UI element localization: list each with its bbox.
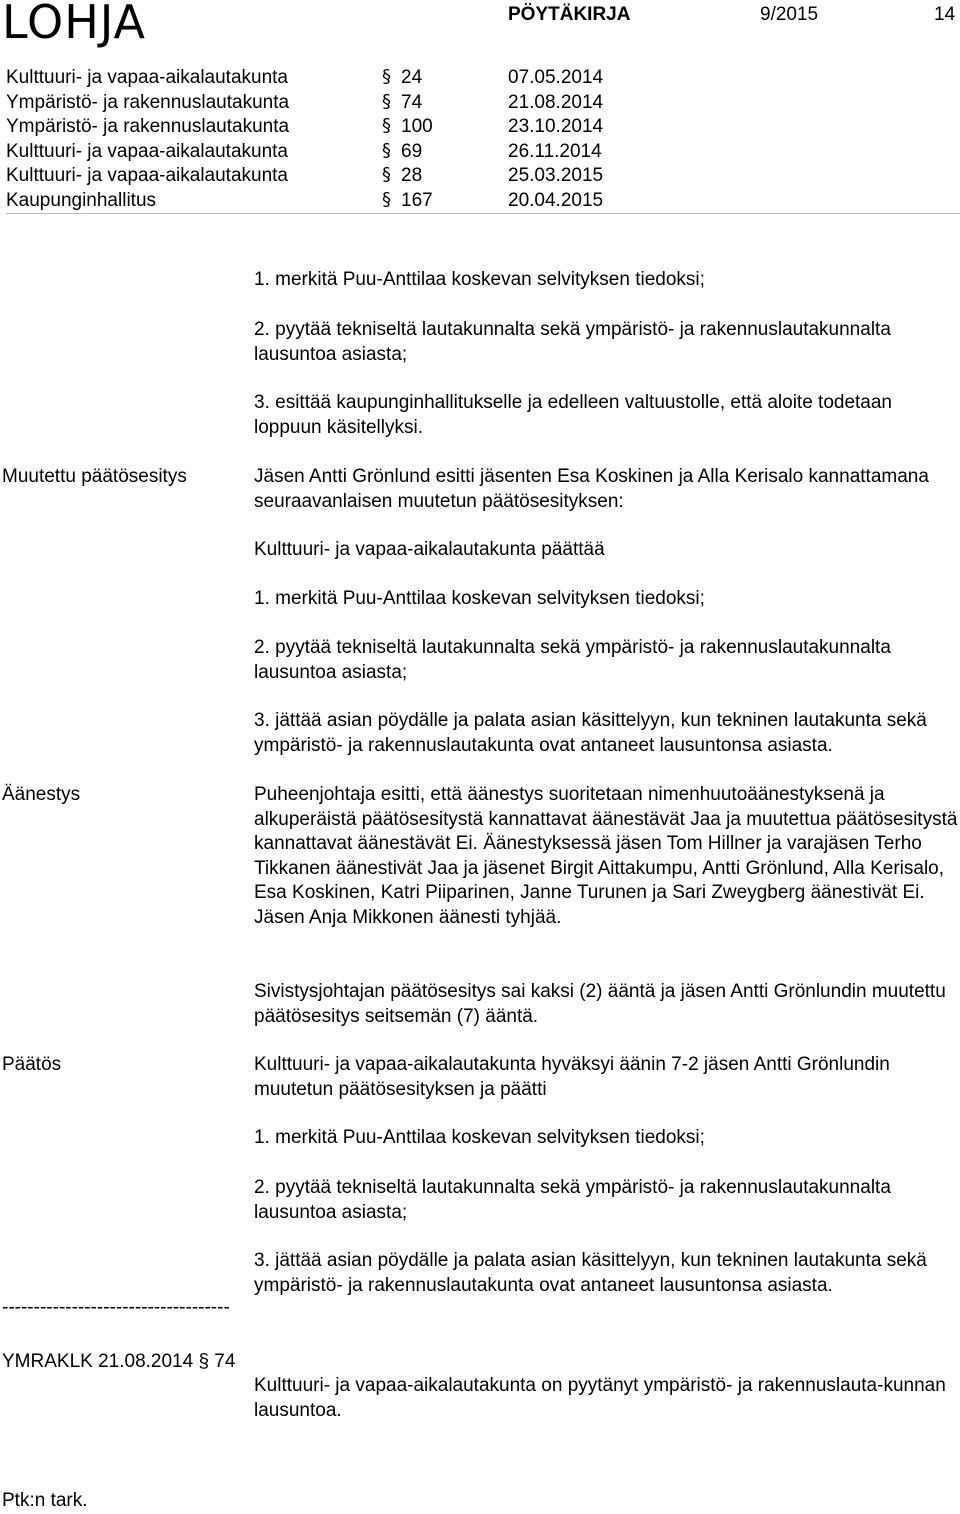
amended-proposal-intro: Jäsen Antti Grönlund esitti jäsenten Esa Koskinen ja Alla Kerisalo kannattamana seuraavanlaisen muutetun päätösesityksen: <box>254 466 929 512</box>
reference-text: Kulttuuri- ja vapaa-aikalautakunta on pyytänyt ympäristö- ja rakennuslauta-kunnan lausuntoa. <box>254 1375 946 1421</box>
amended-item-3: 3. jättää asian pöydälle ja palata asian käsittelyyn, kun tekninen lautakunta sekä ympäristö- ja rakennuslautakunta ovat antaneet lausuntonsa asiasta. <box>254 710 927 756</box>
handling-number: 74 <box>401 91 423 113</box>
handling-number: 69 <box>401 140 423 162</box>
handling-date: 07.05.2014 <box>508 67 604 88</box>
paragraph-sign-icon: § <box>382 139 391 161</box>
reference-label: YMRAKLK 21.08.2014 § 74 <box>2 1351 236 1372</box>
handling-body: Kulttuuri- ja vapaa-aikalautakunta <box>6 67 289 88</box>
voting-label: Äänestys <box>2 784 81 805</box>
handling-body: Kulttuuri- ja vapaa-aikalautakunta <box>6 140 289 162</box>
section-separator: ------------------------------------ <box>2 1297 230 1318</box>
handling-body: Kulttuuri- ja vapaa-aikalautakunta <box>6 165 289 186</box>
handling-body: Ympäristö- ja rakennuslautakunta <box>6 91 290 113</box>
handling-history-table <box>6 66 960 214</box>
handling-date: 20.04.2015 <box>508 189 604 211</box>
amended-proposal-label: Muutettu päätösesitys <box>2 466 187 487</box>
paragraph-sign-icon: § <box>382 90 391 112</box>
document-number: 9/2015 <box>760 4 819 25</box>
page-number: 14 <box>934 4 956 25</box>
proposal-item-3: 3. esittää kaupunginhallitukselle ja edelleen valtuustolle, että aloite todetaan loppuun käsitellyksi. <box>254 392 893 438</box>
handling-row <box>6 189 960 214</box>
handling-date: 26.11.2014 <box>508 140 602 162</box>
decision-item-2: 2. pyytää tekniseltä lautakunnalta sekä ympäristö- ja rakennuslautakunnalta lausuntoa asiasta; <box>254 1177 891 1223</box>
amended-item-2: 2. pyytää tekniseltä lautakunnalta sekä ympäristö- ja rakennuslautakunnalta lausuntoa asiasta; <box>254 637 891 683</box>
amended-proposal-decides: Kulttuuri- ja vapaa-aikalautakunta päättää <box>254 539 605 560</box>
footer-signature-check: Ptk:n tark. <box>2 1490 88 1511</box>
handling-number: 100 <box>401 116 433 137</box>
handling-row <box>6 66 960 91</box>
paragraph-sign-icon: § <box>382 164 391 185</box>
handling-date: 21.08.2014 <box>508 91 604 113</box>
handling-row <box>6 164 960 189</box>
handling-date: 25.03.2015 <box>508 165 604 186</box>
handling-row <box>6 91 960 116</box>
handling-date: 23.10.2014 <box>508 116 604 137</box>
handling-body: Ympäristö- ja rakennuslautakunta <box>6 116 290 137</box>
decision-label: Päätös <box>2 1054 62 1075</box>
decision-intro: Kulttuuri- ja vapaa-aikalautakunta hyväksyi äänin 7-2 jäsen Antti Grönlundin muutetun päätösesityksen ja päätti <box>254 1054 890 1100</box>
decision-item-3: 3. jättää asian pöydälle ja palata asian käsittelyyn, kun tekninen lautakunta sekä ympäristö- ja rakennuslautakunta ovat antaneet lausuntonsa asiasta. <box>254 1250 927 1296</box>
handling-row <box>6 140 960 165</box>
proposal-item-1: 1. merkitä Puu-Anttilaa koskevan selvityksen tiedoksi; <box>254 269 705 290</box>
paragraph-sign-icon: § <box>382 188 391 210</box>
handling-body: Kaupunginhallitus <box>6 189 157 211</box>
lohja-logo: LOHJA <box>2 0 147 49</box>
proposal-item-2: 2. pyytää tekniseltä lautakunnalta sekä ympäristö- ja rakennuslautakunnalta lausuntoa asiasta; <box>254 319 891 365</box>
voting-text: Puheenjohtaja esitti, että äänestys suoritetaan nimenhuutoäänestyksenä ja alkuperäistä päätösesitystä kannattavat äänestävät Jaa ja muutettua päätösesitystä kannattavat äänestävät Ei. Äänestyksessä jäsen Tom Hillner ja varajäsen Terho Tikkanen äänestivät Jaa ja jäsenet Birgit Aittakumpu, Antti Grönlund, Alla Kerisalo, Esa Koskinen, Katri Piiparinen, Janne Turunen ja Sari Zweygberg äänestivät Ei. Jäsen Anja Mikkonen äänesti tyhjää. <box>254 784 958 928</box>
paragraph-sign-icon: § <box>382 115 391 136</box>
handling-number: 167 <box>401 189 433 211</box>
document-type: PÖYTÄKIRJA <box>508 4 631 25</box>
handling-number: 24 <box>401 67 423 88</box>
voting-result-text: Sivistysjohtajan päätösesitys sai kaksi (2) ääntä ja jäsen Antti Grönlundin muutettu päätösesitys seitsemän (7) ääntä. <box>254 981 946 1027</box>
decision-item-1: 1. merkitä Puu-Anttilaa koskevan selvityksen tiedoksi; <box>254 1127 705 1148</box>
paragraph-sign-icon: § <box>382 66 391 87</box>
amended-item-1: 1. merkitä Puu-Anttilaa koskevan selvityksen tiedoksi; <box>254 588 705 609</box>
handling-number: 28 <box>401 165 423 186</box>
handling-row <box>6 115 960 140</box>
